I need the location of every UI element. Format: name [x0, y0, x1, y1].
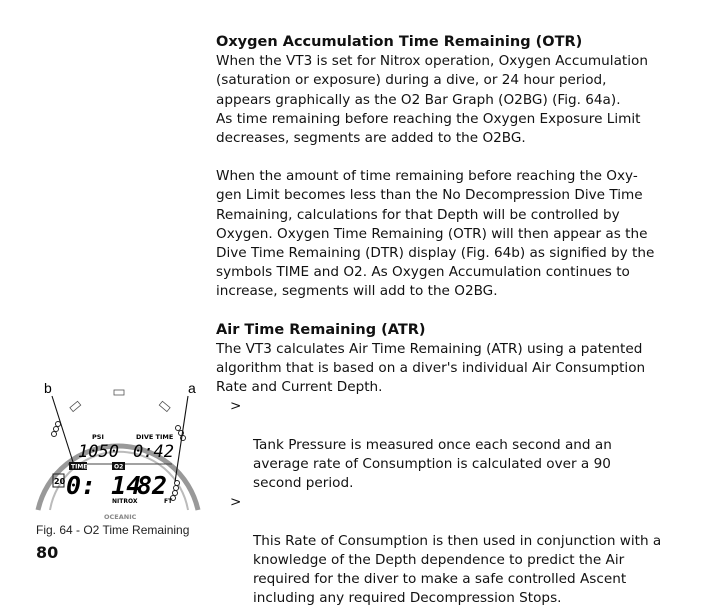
- dtr-small: 20: [54, 477, 66, 486]
- page-number: 80: [36, 543, 59, 562]
- list-item: [216, 493, 686, 608]
- bullet-text: This Rate of Consumption is then used in conjunction with a knowledge of the Depth dependence to predict the Air required for the diver to make a safe controlled Ascent including any required Decompression Stops.: [253, 532, 662, 607]
- brand-logo: OCEANIC: [104, 513, 137, 521]
- bullet-marker: >: [230, 398, 242, 415]
- otr-paragraph-2: When the amount of time remaining before reaching the Oxy- gen Limit becomes less than the No Decompression Dive Time Remaining, calculations for that Depth will be controlled by Oxygen. Oxygen Time Remaining (OTR) will then appear as the Dive Time Remaining (DTR) display (Fig. 64b) as signified by the symbols TIME and O2. As Oxygen Accumulation continues to increase, segments will add to the O2BG.: [216, 168, 655, 300]
- callout-line-a: [175, 396, 188, 482]
- bullet-marker: >: [230, 494, 242, 511]
- main-text-column: [216, 33, 686, 609]
- list-item: [216, 397, 686, 493]
- atr-paragraph-1: The VT3 calculates Air Time Remaining (ATR) using a patented algorithm that is based on a diver's individual Air Consumption Rate and Current Depth.: [216, 340, 646, 396]
- time-badge: TIME: [71, 463, 88, 471]
- dive-computer-figure: [30, 378, 210, 526]
- atr-heading: Air Time Remaining (ATR): [216, 321, 426, 338]
- psi-label: PSI: [92, 433, 104, 441]
- depth-value: 82: [137, 471, 168, 500]
- left-bar-graph: [52, 422, 61, 437]
- nitrox-label: NITROX: [112, 498, 138, 505]
- otr-paragraph-1: When the VT3 is set for Nitrox operation, Oxygen Accumulation (saturation or exposure) during a dive, or 24 hour period, appears graphically as the O2 Bar Graph (O2BG) (Fig. 64a). As time remaining before reaching the Oxygen Exposure Limit decreases, segments are added to the O2BG.: [216, 53, 648, 147]
- ft-label: FT: [164, 498, 173, 505]
- figure-caption: Fig. 64 - O2 Time Remaining: [36, 523, 190, 537]
- otr-heading: Oxygen Accumulation Time Remaining (OTR): [216, 34, 583, 50]
- o2-badge: O2: [114, 463, 124, 471]
- dive-time-label: DIVE TIME: [136, 433, 174, 441]
- dive-time-value: 0:42: [133, 442, 174, 462]
- bezel-notches: [70, 390, 170, 412]
- atr-bullet-list: [216, 397, 686, 608]
- psi-value: 1050: [78, 442, 119, 462]
- callout-label-b: b: [44, 380, 52, 396]
- dive-computer-illustration: [30, 378, 210, 526]
- callout-label-a: a: [188, 380, 196, 396]
- bullet-text: Tank Pressure is measured once each second and an average rate of Consumption is calculated over a 90 second period.: [253, 436, 612, 492]
- dtr-value: 0: 14: [66, 471, 142, 500]
